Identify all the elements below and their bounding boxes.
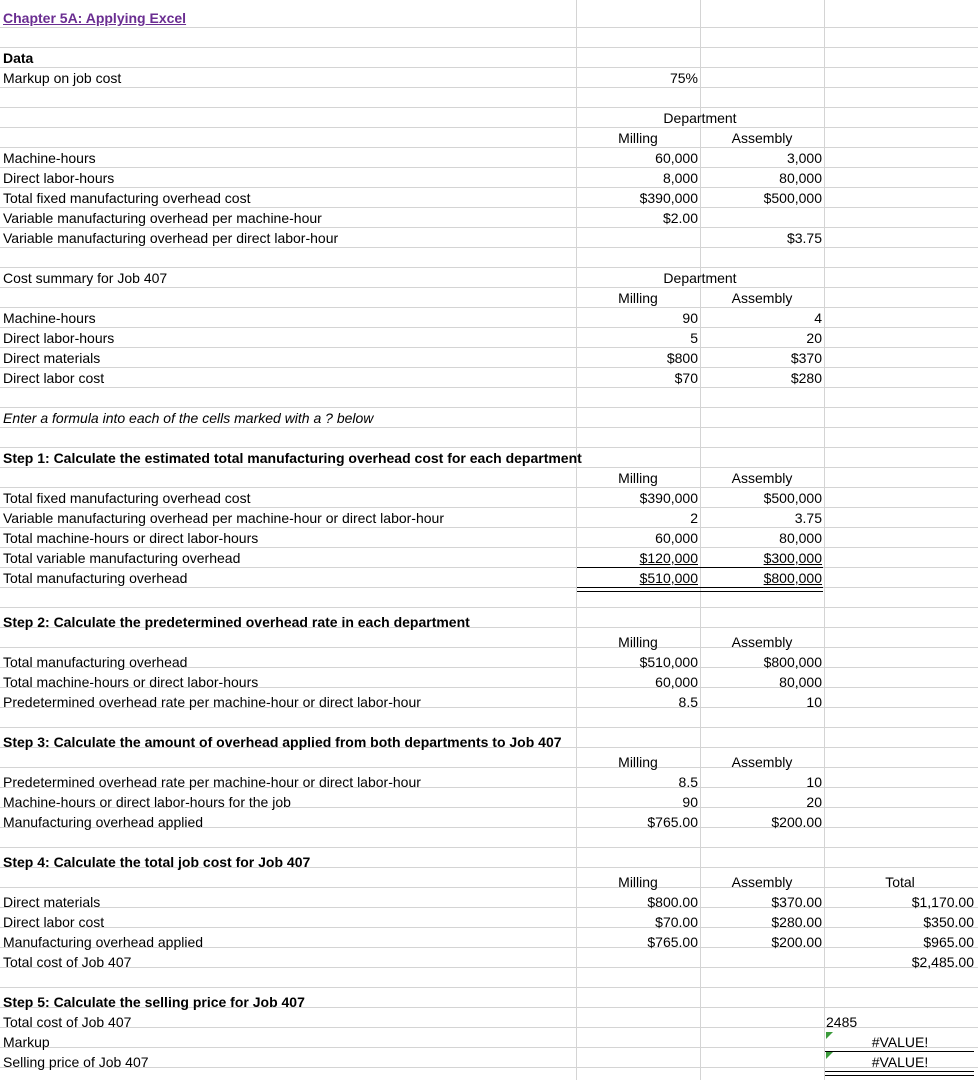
step4-title[interactable]: Step 4: Calculate the total job cost for Job 407 bbox=[3, 854, 311, 870]
step2-row-milling[interactable]: $510,000 bbox=[639, 654, 698, 670]
step3-row-label[interactable]: Manufacturing overhead applied bbox=[3, 814, 204, 830]
step4-row-total[interactable]: $350.00 bbox=[923, 914, 974, 930]
data-row-label[interactable]: Machine-hours bbox=[3, 150, 96, 166]
step3-row-milling[interactable]: 8.5 bbox=[678, 774, 698, 790]
step3-row-assembly[interactable]: 20 bbox=[806, 794, 822, 810]
step2-row-label[interactable]: Total manufacturing overhead bbox=[3, 654, 188, 670]
step4-row-assembly[interactable]: $200.00 bbox=[771, 934, 822, 950]
error-flag-icon[interactable] bbox=[826, 1032, 833, 1039]
step5-row-label[interactable]: Markup bbox=[3, 1034, 50, 1050]
job-row-milling[interactable]: 90 bbox=[682, 310, 698, 326]
job-row-assembly[interactable]: 4 bbox=[814, 310, 822, 326]
step3-row-assembly[interactable]: 10 bbox=[806, 774, 822, 790]
step1-row-milling[interactable]: 60,000 bbox=[655, 530, 698, 546]
step1-row-milling[interactable]: 2 bbox=[690, 510, 698, 526]
data-row-milling[interactable]: 8,000 bbox=[662, 170, 698, 186]
data-row-milling[interactable] bbox=[578, 228, 698, 248]
data-row-label[interactable]: Total fixed manufacturing overhead cost bbox=[3, 190, 251, 206]
total-border-top bbox=[577, 567, 823, 568]
milling-header[interactable]: Milling bbox=[618, 754, 658, 770]
job-row-label[interactable]: Machine-hours bbox=[3, 310, 96, 326]
job-row-assembly[interactable]: $370 bbox=[790, 350, 822, 366]
step2-row-assembly[interactable]: 10 bbox=[806, 694, 822, 710]
data-heading[interactable]: Data bbox=[3, 50, 34, 66]
step3-title[interactable]: Step 3: Calculate the amount of overhead applied from both departments to Job 407 bbox=[3, 734, 562, 750]
step2-row-milling[interactable]: 8.5 bbox=[678, 694, 698, 710]
data-row-assembly[interactable]: 80,000 bbox=[779, 170, 822, 186]
step1-row-milling[interactable]: $390,000 bbox=[639, 490, 698, 506]
job-row-label[interactable]: Direct materials bbox=[3, 350, 101, 366]
job-row-label[interactable]: Direct labor cost bbox=[3, 370, 105, 386]
step5-title[interactable]: Step 5: Calculate the selling price for Job 407 bbox=[3, 994, 305, 1010]
step4-row-total[interactable]: $1,170.00 bbox=[911, 894, 974, 910]
instruction-text[interactable]: Enter a formula into each of the cells marked with a ? below bbox=[3, 410, 374, 426]
selling-price-double-border bbox=[825, 1071, 974, 1076]
step1-row-label[interactable]: Total manufacturing overhead bbox=[3, 570, 188, 586]
step1-row-milling[interactable]: $510,000 bbox=[639, 570, 698, 586]
job-row-milling[interactable]: $70 bbox=[674, 370, 698, 386]
milling-header[interactable]: Milling bbox=[618, 874, 658, 890]
step4-row-milling[interactable]: $765.00 bbox=[647, 934, 698, 950]
step1-row-label[interactable]: Total machine-hours or direct labor-hours bbox=[3, 530, 259, 546]
assembly-header[interactable]: Assembly bbox=[731, 470, 793, 486]
data-row-assembly[interactable] bbox=[702, 208, 822, 228]
step2-title[interactable]: Step 2: Calculate the predetermined overhead rate in each department bbox=[3, 614, 470, 630]
step1-row-assembly[interactable]: $300,000 bbox=[763, 550, 822, 566]
step2-row-assembly[interactable]: $800,000 bbox=[763, 654, 822, 670]
assembly-header[interactable]: Assembly bbox=[731, 874, 793, 890]
assembly-header[interactable]: Assembly bbox=[731, 634, 793, 650]
step3-row-label[interactable]: Machine-hours or direct labor-hours for the job bbox=[3, 794, 291, 810]
assembly-header[interactable]: Assembly bbox=[731, 754, 793, 770]
data-row-milling[interactable]: $390,000 bbox=[639, 190, 698, 206]
data-row-milling[interactable]: 60,000 bbox=[655, 150, 698, 166]
step4-row-milling[interactable]: $70.00 bbox=[655, 914, 698, 930]
step1-row-label[interactable]: Variable manufacturing overhead per machine-hour or direct labor-hour bbox=[3, 510, 444, 526]
step4-row-milling[interactable]: $800.00 bbox=[647, 894, 698, 910]
department-header[interactable]: Department bbox=[663, 110, 737, 126]
selling-price-border-top bbox=[825, 1051, 974, 1052]
step3-row-milling[interactable]: 90 bbox=[682, 794, 698, 810]
step2-row-label[interactable]: Predetermined overhead rate per machine-hour or direct labor-hour bbox=[3, 694, 421, 710]
cost-summary-label[interactable]: Cost summary for Job 407 bbox=[3, 270, 168, 286]
total-header[interactable]: Total bbox=[885, 874, 915, 890]
step1-row-milling[interactable]: $120,000 bbox=[639, 550, 698, 566]
data-row-assembly[interactable]: $500,000 bbox=[763, 190, 822, 206]
step2-row-milling[interactable]: 60,000 bbox=[655, 674, 698, 690]
step2-row-label[interactable]: Total machine-hours or direct labor-hours bbox=[3, 674, 259, 690]
sheet-title[interactable]: Chapter 5A: Applying Excel bbox=[3, 10, 187, 26]
step1-title[interactable]: Step 1: Calculate the estimated total manufacturing overhead cost for each department bbox=[3, 450, 582, 466]
job-row-milling[interactable]: 5 bbox=[690, 330, 698, 346]
data-row-label[interactable]: Direct labor-hours bbox=[3, 170, 115, 186]
step5-selling-price-value[interactable]: #VALUE! bbox=[871, 1054, 929, 1070]
job-row-milling[interactable]: $800 bbox=[666, 350, 698, 366]
step1-row-assembly[interactable]: 3.75 bbox=[794, 510, 822, 526]
assembly-header[interactable]: Assembly bbox=[731, 130, 793, 146]
step4-row-label[interactable]: Total cost of Job 407 bbox=[3, 954, 132, 970]
data-row-assembly[interactable]: 3,000 bbox=[786, 150, 822, 166]
step1-row-assembly[interactable]: 80,000 bbox=[779, 530, 822, 546]
job-row-label[interactable]: Direct labor-hours bbox=[3, 330, 115, 346]
step2-row-assembly[interactable]: 80,000 bbox=[779, 674, 822, 690]
step5-markup-value[interactable]: #VALUE! bbox=[871, 1034, 929, 1050]
data-row-assembly[interactable]: $3.75 bbox=[786, 230, 822, 246]
step3-row-label[interactable]: Predetermined overhead rate per machine-hour or direct labor-hour bbox=[3, 774, 421, 790]
department-header[interactable]: Department bbox=[663, 270, 737, 286]
data-row-label[interactable]: Variable manufacturing overhead per machine-hour bbox=[3, 210, 322, 226]
job-row-assembly[interactable]: $280 bbox=[790, 370, 822, 386]
step1-row-label[interactable]: Total fixed manufacturing overhead cost bbox=[3, 490, 251, 506]
milling-header[interactable]: Milling bbox=[618, 130, 658, 146]
data-row-milling[interactable]: $2.00 bbox=[662, 210, 698, 226]
assembly-header[interactable]: Assembly bbox=[731, 290, 793, 306]
step4-row-total[interactable]: $965.00 bbox=[923, 934, 974, 950]
job-row-assembly[interactable]: 20 bbox=[806, 330, 822, 346]
step3-row-milling[interactable]: $765.00 bbox=[647, 814, 698, 830]
step3-row-assembly[interactable]: $200.00 bbox=[771, 814, 822, 830]
step1-row-assembly[interactable]: $500,000 bbox=[763, 490, 822, 506]
step4-row-total[interactable]: $2,485.00 bbox=[911, 954, 974, 970]
markup-value[interactable]: 75% bbox=[669, 70, 698, 86]
step1-row-label[interactable]: Total variable manufacturing overhead bbox=[3, 550, 241, 566]
step4-row-label[interactable]: Direct materials bbox=[3, 894, 101, 910]
step4-row-label[interactable]: Direct labor cost bbox=[3, 914, 105, 930]
milling-header[interactable]: Milling bbox=[618, 470, 658, 486]
error-flag-icon[interactable] bbox=[826, 1052, 833, 1059]
total-double-border bbox=[577, 587, 823, 592]
milling-header[interactable]: Milling bbox=[618, 290, 658, 306]
step5-row-label[interactable]: Selling price of Job 407 bbox=[3, 1054, 149, 1070]
step5-row-label[interactable]: Total cost of Job 407 bbox=[3, 1014, 132, 1030]
step5-total-cost-value[interactable]: 2485 bbox=[826, 1014, 858, 1030]
data-row-label[interactable]: Variable manufacturing overhead per direct labor-hour bbox=[3, 230, 339, 246]
step4-row-assembly[interactable]: $370.00 bbox=[771, 894, 822, 910]
step1-row-assembly[interactable]: $800,000 bbox=[763, 570, 822, 586]
step4-row-assembly[interactable]: $280.00 bbox=[771, 914, 822, 930]
markup-label[interactable]: Markup on job cost bbox=[3, 70, 122, 86]
milling-header[interactable]: Milling bbox=[618, 634, 658, 650]
step4-row-label[interactable]: Manufacturing overhead applied bbox=[3, 934, 204, 950]
